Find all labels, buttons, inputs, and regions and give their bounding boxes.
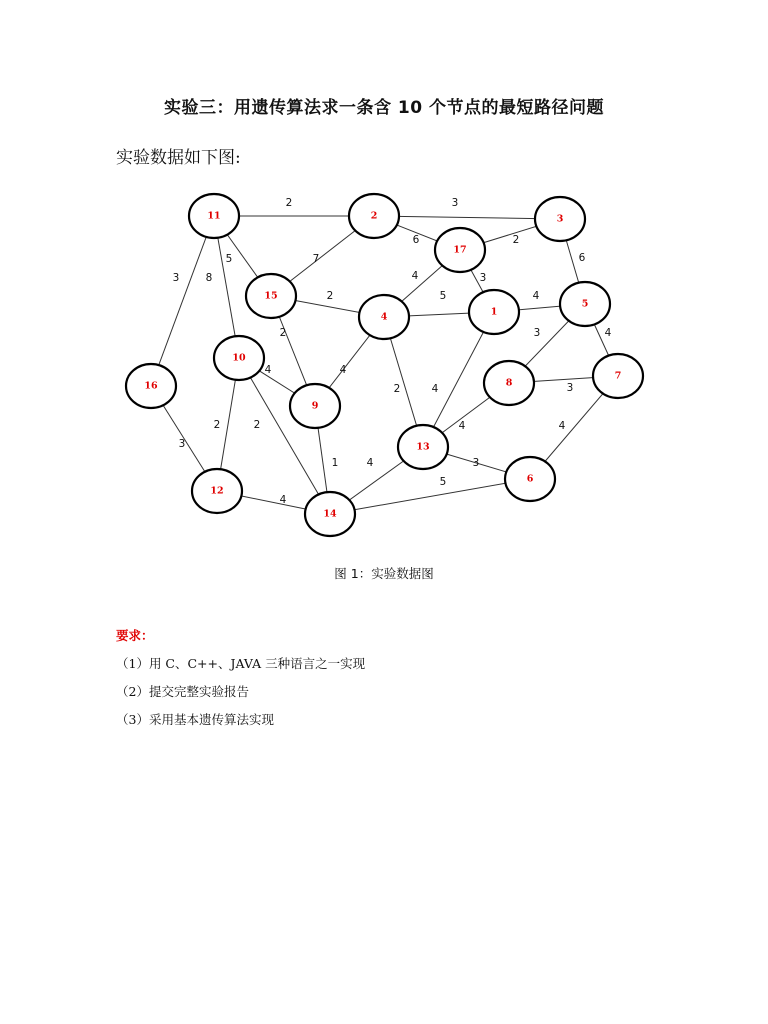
- edge-weight-label: 3: [566, 382, 574, 394]
- edge-weight-label: 3: [479, 272, 487, 284]
- edge-weight-label: 4: [532, 290, 540, 302]
- edge-weight-label: 3: [178, 438, 186, 450]
- node-label: 7: [614, 370, 622, 382]
- node-7: [593, 354, 643, 398]
- edge-11-16: [151, 216, 214, 386]
- node-13: [398, 425, 448, 469]
- node-2: [349, 194, 399, 238]
- node-4: [359, 295, 409, 339]
- node-label: 17: [453, 244, 467, 256]
- edge-weight-label: 6: [578, 252, 586, 264]
- node-label: 15: [264, 290, 278, 302]
- edge-2-3: [374, 216, 560, 219]
- node-14: [305, 492, 355, 536]
- edge-10-14: [239, 358, 330, 514]
- node-label: 11: [207, 210, 221, 222]
- edge-weight-label: 8: [205, 272, 213, 284]
- edge-weight-label: 4: [366, 457, 374, 469]
- edge-weight-label: 5: [225, 253, 233, 265]
- edge-weight-label: 4: [339, 364, 347, 376]
- node-label: 8: [505, 377, 513, 389]
- node-label: 14: [323, 508, 337, 520]
- node-1: [469, 290, 519, 334]
- edge-weight-label: 2: [213, 419, 221, 431]
- node-label: 9: [311, 400, 319, 412]
- edge-weight-label: 4: [558, 420, 566, 432]
- node-15: [246, 274, 296, 318]
- page-title: 实验三：用遗传算法求一条含 10 个节点的最短路径问题: [164, 98, 604, 118]
- figure-caption: 图 1：实验数据图: [334, 566, 434, 581]
- edge-weight-label: 2: [326, 290, 334, 302]
- node-label: 10: [232, 352, 246, 364]
- edge-weight-label: 6: [412, 234, 420, 246]
- intro-text: 实验数据如下图:: [116, 148, 241, 168]
- edge-weight-label: 1: [331, 457, 339, 469]
- node-3: [535, 197, 585, 241]
- edge-weight-label: 3: [472, 457, 480, 469]
- edge-weight-label: 4: [264, 364, 272, 376]
- node-label: 3: [556, 213, 564, 225]
- edge-weight-label: 4: [279, 494, 287, 506]
- node-6: [505, 457, 555, 501]
- node-label: 1: [490, 306, 498, 318]
- node-label: 4: [380, 311, 388, 323]
- edge-weight-label: 2: [253, 419, 261, 431]
- node-label: 6: [526, 473, 534, 485]
- edge-weight-label: 4: [458, 420, 466, 432]
- requirement-item: （2）提交完整实验报告: [116, 684, 249, 699]
- edge-weight-label: 2: [285, 197, 293, 209]
- node-5: [560, 282, 610, 326]
- node-12: [192, 469, 242, 513]
- edge-weight-label: 3: [451, 197, 459, 209]
- node-11: [189, 194, 239, 238]
- requirement-item: （3）采用基本遗传算法实现: [116, 712, 274, 727]
- edge-weight-label: 5: [439, 290, 447, 302]
- node-label: 2: [370, 210, 378, 222]
- edge-weight-label: 2: [279, 327, 287, 339]
- edge-weight-label: 3: [172, 272, 180, 284]
- edge-weight-label: 2: [512, 234, 520, 246]
- node-17: [435, 228, 485, 272]
- node-label: 16: [144, 380, 158, 392]
- edge-weight-label: 4: [604, 327, 612, 339]
- edge-weight-label: 4: [411, 270, 419, 282]
- node-9: [290, 384, 340, 428]
- node-label: 13: [416, 441, 430, 453]
- edge-weight-label: 5: [439, 476, 447, 488]
- requirement-item: （1）用 C、C++、JAVA 三种语言之一实现: [116, 656, 366, 671]
- edge-weight-label: 2: [393, 383, 401, 395]
- edge-weight-label: 7: [312, 253, 320, 265]
- node-16: [126, 364, 176, 408]
- node-label: 5: [581, 298, 589, 310]
- edge-14-6: [330, 479, 530, 514]
- node-10: [214, 336, 264, 380]
- edge-weight-label: 4: [431, 383, 439, 395]
- requirements-title: 要求：: [116, 628, 154, 643]
- node-label: 12: [210, 485, 224, 497]
- edge-weight-label: 3: [533, 327, 541, 339]
- node-8: [484, 361, 534, 405]
